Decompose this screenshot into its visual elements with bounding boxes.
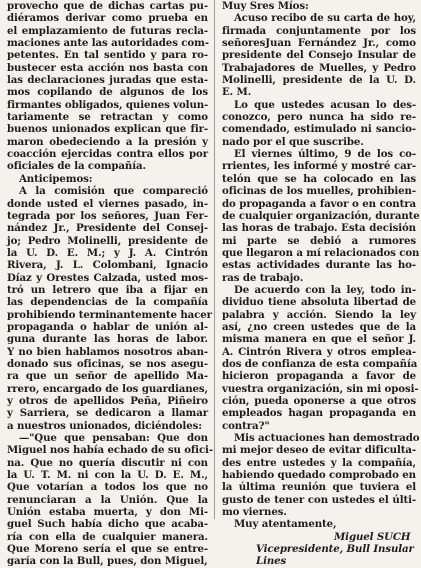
right-column-line: Molinelli, presidente de la U. D.	[222, 74, 416, 87]
right-column-line: mi parte se debió a rumores	[222, 234, 416, 247]
left-column-line: Miguel nos había echado de su ofici-	[7, 444, 213, 457]
right-column-line: telón que se ha colocado en las	[222, 172, 416, 185]
right-column-line: ción, pueda oponerse a que otros	[222, 395, 416, 407]
left-column-line: na. Que no quería discutir ni con	[7, 456, 208, 469]
right-column-line: mo viernes.	[222, 506, 287, 519]
right-column-line: De acuerdo con la ley, todo in-	[234, 283, 416, 296]
right-column-line: hicieron propaganda a favor de	[222, 370, 416, 383]
left-column-line: oficiales de la compañía.	[7, 160, 146, 173]
right-column-line: la última reunión que tuviera el	[222, 481, 416, 494]
left-column-line: la U. T. M. ni con la U. D. E. M.,	[7, 469, 208, 482]
right-column-line: Acuso recibo de su carta de hoy,	[234, 12, 416, 25]
left-column-line: maron obedeciendo a la presión y	[7, 135, 208, 148]
left-column-line: garía con la Bull, pues, don Miguel,	[7, 555, 208, 568]
left-column-line: Que Moreno sería el que se entre-	[7, 543, 208, 556]
left-column-line: Anticipemos:	[19, 172, 93, 185]
right-column-line: ras de trabajo.	[222, 271, 304, 284]
right-column-line: empleados hagan propaganda en	[222, 407, 416, 420]
left-column-line: petentes. En tal sentido y para ro-	[7, 49, 208, 62]
left-column	[7, 0, 213, 568]
right-column-line: las horas de trabajo. Esta decisión	[222, 222, 416, 235]
signature-name: Miguel SUCH	[334, 530, 411, 543]
left-column-line: mos copilando de algunos de los	[7, 86, 208, 99]
right-column-line: presidente del Consejo Insular de	[222, 49, 416, 62]
left-column-line: tariamente se retractan y como	[7, 111, 208, 124]
left-column-line: propaganda o hablar de unión al-	[7, 320, 208, 333]
left-column-line: y otros de apellidos Peña, Piñeiro	[7, 395, 208, 407]
left-column-line: provecho que de dichas cartas pu-	[7, 0, 208, 12]
left-column-line: nández Jr., Presidente del Consej-	[7, 222, 208, 235]
right-column-line: contra?"	[222, 419, 270, 432]
right-column-line: gusto de tener con ustedes el últi-	[222, 493, 416, 506]
left-column-line: buenos unionados explican que fir-	[7, 123, 208, 136]
left-column-line: jo; Pedro Molinelli, presidente de	[7, 234, 208, 247]
right-column-line: señoresJuan Fernández Jr., como	[222, 37, 416, 50]
left-column-line: Díaz y Orestes Calzada, usted mos-	[7, 271, 208, 284]
left-column-line: ría con ella de cualquier manera.	[7, 530, 208, 543]
left-column-line: y Sarriera, se dedicaron a llamar	[7, 407, 208, 420]
right-column-line: des entre ustedes y la compañía,	[222, 456, 416, 469]
left-column-line: guna durante las horas de labor.	[7, 333, 208, 346]
left-column-line: guel Such había dicho que acaba-	[7, 518, 208, 531]
left-column-line: ra que un señor de apellido Ma-	[7, 370, 208, 383]
left-column-line: firmantes obligados, quienes volun-	[7, 98, 209, 111]
left-column-line: rrero, encargado de los guardianes,	[7, 382, 208, 395]
right-column-line: nado por el que suscribe.	[222, 135, 364, 148]
left-column-line: Unión estaba muerta, y don Mi-	[7, 506, 208, 519]
left-column-line: tegrada por los señores, Juan Fer-	[7, 209, 208, 222]
right-column-line: Muy atentamente,	[234, 518, 337, 531]
right-column-line: El viernes último, 9 de los co-	[234, 148, 416, 161]
right-column-line: así, ¿no creen ustedes que de la	[222, 320, 416, 333]
right-column-line: que llegaron a mí relacionados con	[222, 246, 420, 259]
right-column-line: palabra y acción. Siendo la ley	[222, 308, 416, 321]
column-divider	[214, 0, 215, 519]
right-column-line: conozco, pero nunca ha sido re-	[222, 111, 416, 124]
left-column-line: maciones ante las autoridades com-	[7, 37, 209, 50]
right-column-line: firmada conjuntamente por los	[222, 24, 416, 37]
left-column-line: las declaraciones juradas que esta-	[7, 74, 208, 87]
left-column-line: —"Que que pensaban: Que don	[19, 432, 208, 445]
right-column-line: rrientes, les informé y mostré car-	[222, 160, 416, 173]
left-column-line: Que votarían a todos los que no	[7, 481, 208, 494]
signature-title: Vicepresidente, Bull Insular	[256, 543, 414, 556]
left-column-line: la U. D. E. M.; y J. A. Cintrón	[7, 246, 208, 259]
left-column-line: diéramos derivar como prueba en	[7, 12, 208, 25]
right-column-line: de cualquier organización, durante	[222, 209, 420, 222]
right-column-line: do propaganda a favor o en contra	[222, 197, 416, 210]
right-column-line: vuestra organización, sin mi oposi-	[222, 382, 419, 395]
left-column-line: donado sus oficinas, se nos asegu-	[7, 357, 208, 370]
right-column-line: habiendo quedado comprobado en	[222, 469, 416, 482]
right-column-line: misma manera en que el señor J.	[222, 333, 416, 346]
right-column-line: Muy Sres Míos:	[222, 0, 309, 12]
left-column-line: el emplazamiento de futuras recla-	[7, 24, 208, 37]
right-column-line: estas actividades durante las ho-	[222, 259, 416, 272]
left-column-line: coacción ejercidas contra ellos por	[7, 148, 208, 161]
right-column-line: Mis actuaciones han demostrado	[234, 432, 420, 445]
right-column-line: oficinas de los muelles, prohibien-	[222, 185, 416, 198]
left-column-line: tró un letrero que iba a fijar en	[7, 283, 208, 296]
right-column	[222, 0, 420, 568]
left-column-line: prohibiendo terminantemente hacer	[7, 308, 212, 321]
signature-title-cont: Lines	[256, 555, 287, 568]
left-column-line: renunciaran a la Unión. Que la	[7, 493, 208, 506]
right-column-line: A. Cintrón Rivera y otros emplea-	[222, 345, 416, 358]
left-column-line: Y no bien hablamos nosotros aban-	[7, 345, 208, 358]
right-column-line: E. M.	[222, 86, 252, 99]
right-column-line: Lo que ustedes acusan lo des-	[234, 98, 416, 111]
left-column-line: a nuestros unionados, diciéndoles:	[7, 419, 202, 432]
right-column-line: Trabajadores de Muelles, y Pedro	[222, 61, 416, 74]
right-column-line: mi mejor deseo de evitar dificulta-	[222, 444, 416, 457]
right-column-line: dividuo tiene absoluta libertad de	[222, 296, 416, 309]
right-column-line: dos de confianza de esta compañía	[222, 357, 418, 370]
left-column-line: Rivera, J. L. Colombani, Ignacio	[7, 259, 208, 272]
left-column-line: bustecer esta acción nos basta con	[7, 61, 208, 74]
left-column-line: donde usted el viernes pasado, in-	[7, 197, 208, 210]
left-column-line: A la comisión que compareció	[19, 185, 208, 198]
left-column-line: las dependencias de la compañía	[7, 296, 208, 309]
right-column-line: comendado, estimulado ni sancio-	[222, 123, 416, 136]
